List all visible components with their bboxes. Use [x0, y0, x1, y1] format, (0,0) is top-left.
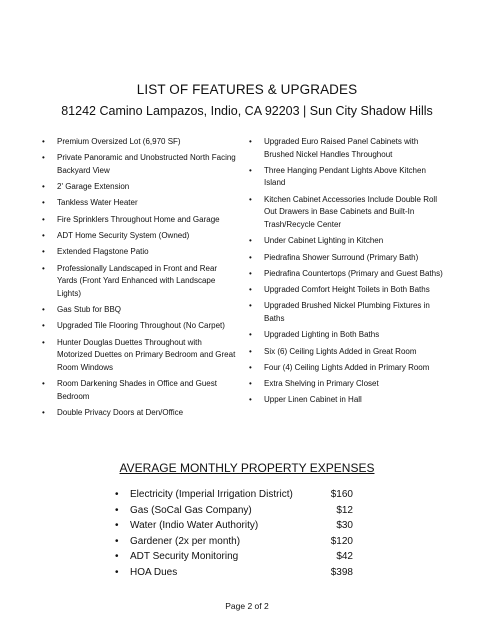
expense-name: HOA Dues [130, 566, 178, 578]
feature-item: • Room Darkening Shades in Office and Guest Bedroom [42, 378, 238, 403]
feature-item: • Upper Linen Cabinet in Hall [249, 394, 445, 407]
expense-row [115, 549, 353, 565]
expense-amount: $12 [336, 504, 353, 516]
feature-item: • Upgraded Brushed Nickel Plumbing Fixtures in Baths [249, 300, 445, 325]
expense-amount: $160 [330, 489, 353, 500]
expense-name: Electricity (Imperial Irrigation District) [130, 489, 293, 500]
feature-item: • Six (6) Ceiling Lights Added in Great Room [249, 346, 445, 359]
feature-item: • Piedrafina Countertops (Primary and Guest Baths) [249, 268, 445, 281]
property-address: 81242 Camino Lampazos, Indio, CA 92203 | Sun City Shadow Hills [61, 104, 433, 118]
expenses-title: AVERAGE MONTHLY PROPERTY EXPENSES [119, 461, 375, 475]
feature-item: • Upgraded Tile Flooring Throughout (No Carpet) [42, 320, 238, 333]
bullet-icon: • [115, 520, 119, 532]
feature-item: • Kitchen Cabinet Accessories Include Double Roll Out Drawers in Base Cabinets and Built-In Trash/Recycle Center [249, 194, 445, 232]
expense-name: Gas (SoCal Gas Company) [130, 504, 252, 516]
feature-item: • Tankless Water Heater [42, 197, 238, 210]
expense-row [115, 565, 353, 581]
bullet-icon: • [115, 566, 119, 578]
feature-item: • Piedrafina Shower Surround (Primary Bath) [249, 252, 445, 265]
expense-name: Water (Indio Water Authority) [130, 520, 259, 532]
bullet-icon: • [115, 535, 119, 547]
features-left-column [42, 136, 238, 423]
feature-item: • Fire Sprinklers Throughout Home and Garage [42, 214, 238, 227]
feature-item: • 2' Garage Extension [42, 181, 238, 194]
feature-item: • Under Cabinet Lighting in Kitchen [249, 235, 445, 248]
expense-name: ADT Security Monitoring [130, 551, 239, 563]
feature-item: • Private Panoramic and Unobstructed North Facing Backyard View [42, 152, 238, 177]
feature-item: • Extra Shelving in Primary Closet [249, 378, 445, 391]
page-title: LIST OF FEATURES & UPGRADES [136, 82, 358, 97]
bullet-icon: • [115, 551, 119, 563]
expense-amount: $120 [330, 535, 353, 547]
feature-item: • Double Privacy Doors at Den/Office [42, 407, 238, 420]
feature-item: • Gas Stub for BBQ [42, 304, 238, 317]
expense-row [115, 518, 353, 534]
feature-item: • Upgraded Comfort Height Toilets in Both Baths [249, 284, 445, 297]
expenses-list [115, 487, 353, 581]
expense-name: Gardener (2x per month) [130, 535, 241, 547]
expense-row [115, 534, 353, 550]
expense-amount: $30 [336, 520, 353, 532]
expense-row [115, 503, 353, 519]
expense-row [115, 487, 353, 503]
expense-amount: $398 [330, 566, 353, 578]
feature-item: • Upgraded Euro Raised Panel Cabinets with Brushed Nickel Handles Throughout [249, 136, 445, 161]
feature-item: • Three Hanging Pendant Lights Above Kitchen Island [249, 165, 445, 190]
feature-item: • Professionally Landscaped in Front and Rear Yards (Front Yard Enhanced with Landscape Lights) [42, 263, 238, 301]
feature-item: • Hunter Douglas Duettes Throughout with Motorized Duettes on Primary Bedroom and Great Room Windows [42, 337, 238, 375]
bullet-icon: • [115, 504, 119, 516]
feature-item: • Premium Oversized Lot (6,970 SF) [42, 136, 238, 149]
expense-amount: $42 [336, 551, 353, 563]
features-right-column [249, 136, 445, 411]
feature-item: • Upgraded Lighting in Both Baths [249, 329, 445, 342]
feature-item: • Extended Flagstone Patio [42, 246, 238, 259]
page-number: Page 2 of 2 [225, 601, 269, 611]
feature-item: • Four (4) Ceiling Lights Added in Primary Room [249, 362, 445, 375]
feature-item: • ADT Home Security System (Owned) [42, 230, 238, 243]
bullet-icon: • [115, 489, 119, 500]
